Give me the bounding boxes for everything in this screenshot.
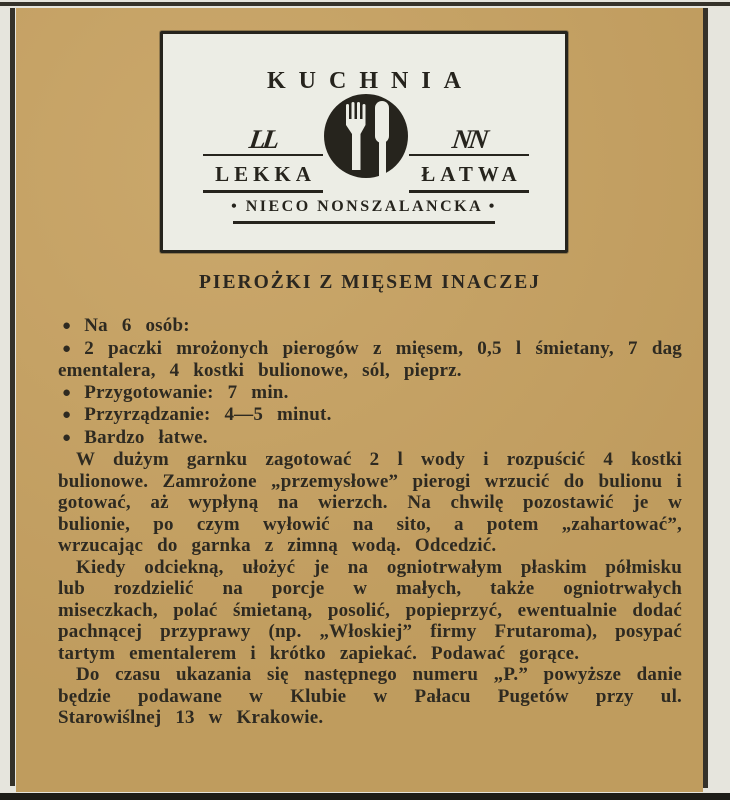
recipe-bullet-prep-time: [58, 382, 682, 405]
subtitle-underline: [233, 221, 495, 224]
bullet-text: Bardzo łatwe.: [84, 426, 208, 448]
bullet-icon: ●: [62, 429, 72, 446]
bullet-icon: ●: [62, 407, 72, 423]
masthead-left-column: [203, 124, 323, 193]
recipe-bullet-difficulty: [58, 427, 682, 450]
masthead-word-latwa: ŁATWA: [421, 162, 522, 186]
clipping-paper: [16, 8, 703, 792]
bullet-text: Przygotowanie: 7 min.: [84, 381, 289, 403]
masthead-word-lekka: LEKKA: [215, 162, 316, 186]
recipe-title: PIEROŻKI Z MIĘSEM INACZEJ: [198, 272, 541, 293]
recipe-bullet-ingredients: [58, 338, 682, 382]
recipe-bullet-cook-time: [58, 404, 682, 427]
thin-rule-left: [203, 154, 323, 156]
bullet-icon: ●: [62, 318, 72, 334]
recipe-body: [58, 272, 682, 729]
masthead-right-column: [409, 124, 529, 193]
column-masthead: [160, 31, 568, 253]
right-column-rule: [703, 8, 708, 788]
thick-rule-left: [203, 190, 323, 193]
recipe-paragraph-note: Do czasu ukazania się następnego numeru „P.” powyższe danie będzie podawane w Klubie w Pałacu Pugetów przy ul. Starowiślnej 13 w Krakowie.: [58, 664, 682, 728]
bullet-icon: ●: [62, 384, 72, 401]
masthead-title: KUCHNIA: [266, 68, 474, 94]
bullet-text: Przyrządzanie: 4—5 minut.: [84, 404, 332, 425]
fork-and-knife-icon: [322, 94, 410, 188]
bullet-text: Na 6 osób:: [84, 315, 190, 336]
recipe-bullet-servings: [58, 315, 682, 338]
masthead-script-initials-left: LL: [247, 124, 279, 154]
masthead-script-initials-right: NN: [450, 124, 488, 154]
top-rule: [0, 2, 730, 6]
recipe-paragraph-1: W dużym garnku zagotować 2 l wody i rozpuścić 4 kostki bulionowe. Zamrożone „przemysłowe” pierogi wrzucić do bulionu i gotować, aż wypłyną na wierzch. Na chwilę pozostawić je w bulionie, po czym wyłowić na sito, a potem „zahartować”, wrzucając do garnka z zimną wodą. Odcedzić.: [58, 449, 682, 556]
left-column-rule: [10, 8, 15, 786]
bullet-text: 2 paczki mrożonych pierogów z mięsem, 0,5 l śmietany, 7 dag ementalera, 4 kostki bulionowe, sól, pieprz.: [58, 337, 682, 381]
bottom-rule: [0, 793, 730, 800]
bullet-icon: ●: [62, 340, 72, 357]
recipe-paragraph-2: Kiedy odciekną, ułożyć je na ogniotrwałym płaskim półmisku lub rozdzielić na porcje w małych, także ogniotrwałych miseczkach, polać śmietaną, posolić, popieprzyć, ewentualnie dodać pachnącej przyprawy (np. „Włoskiej” firmy Frutaroma), posypać tartym ementalerem i krótko zapiekać. Podawać gorące.: [58, 556, 682, 664]
thin-rule-right: [409, 154, 529, 156]
masthead-subtitle: • NIECO NONSZALANCKA •: [231, 198, 497, 215]
thick-rule-right: [409, 190, 529, 193]
